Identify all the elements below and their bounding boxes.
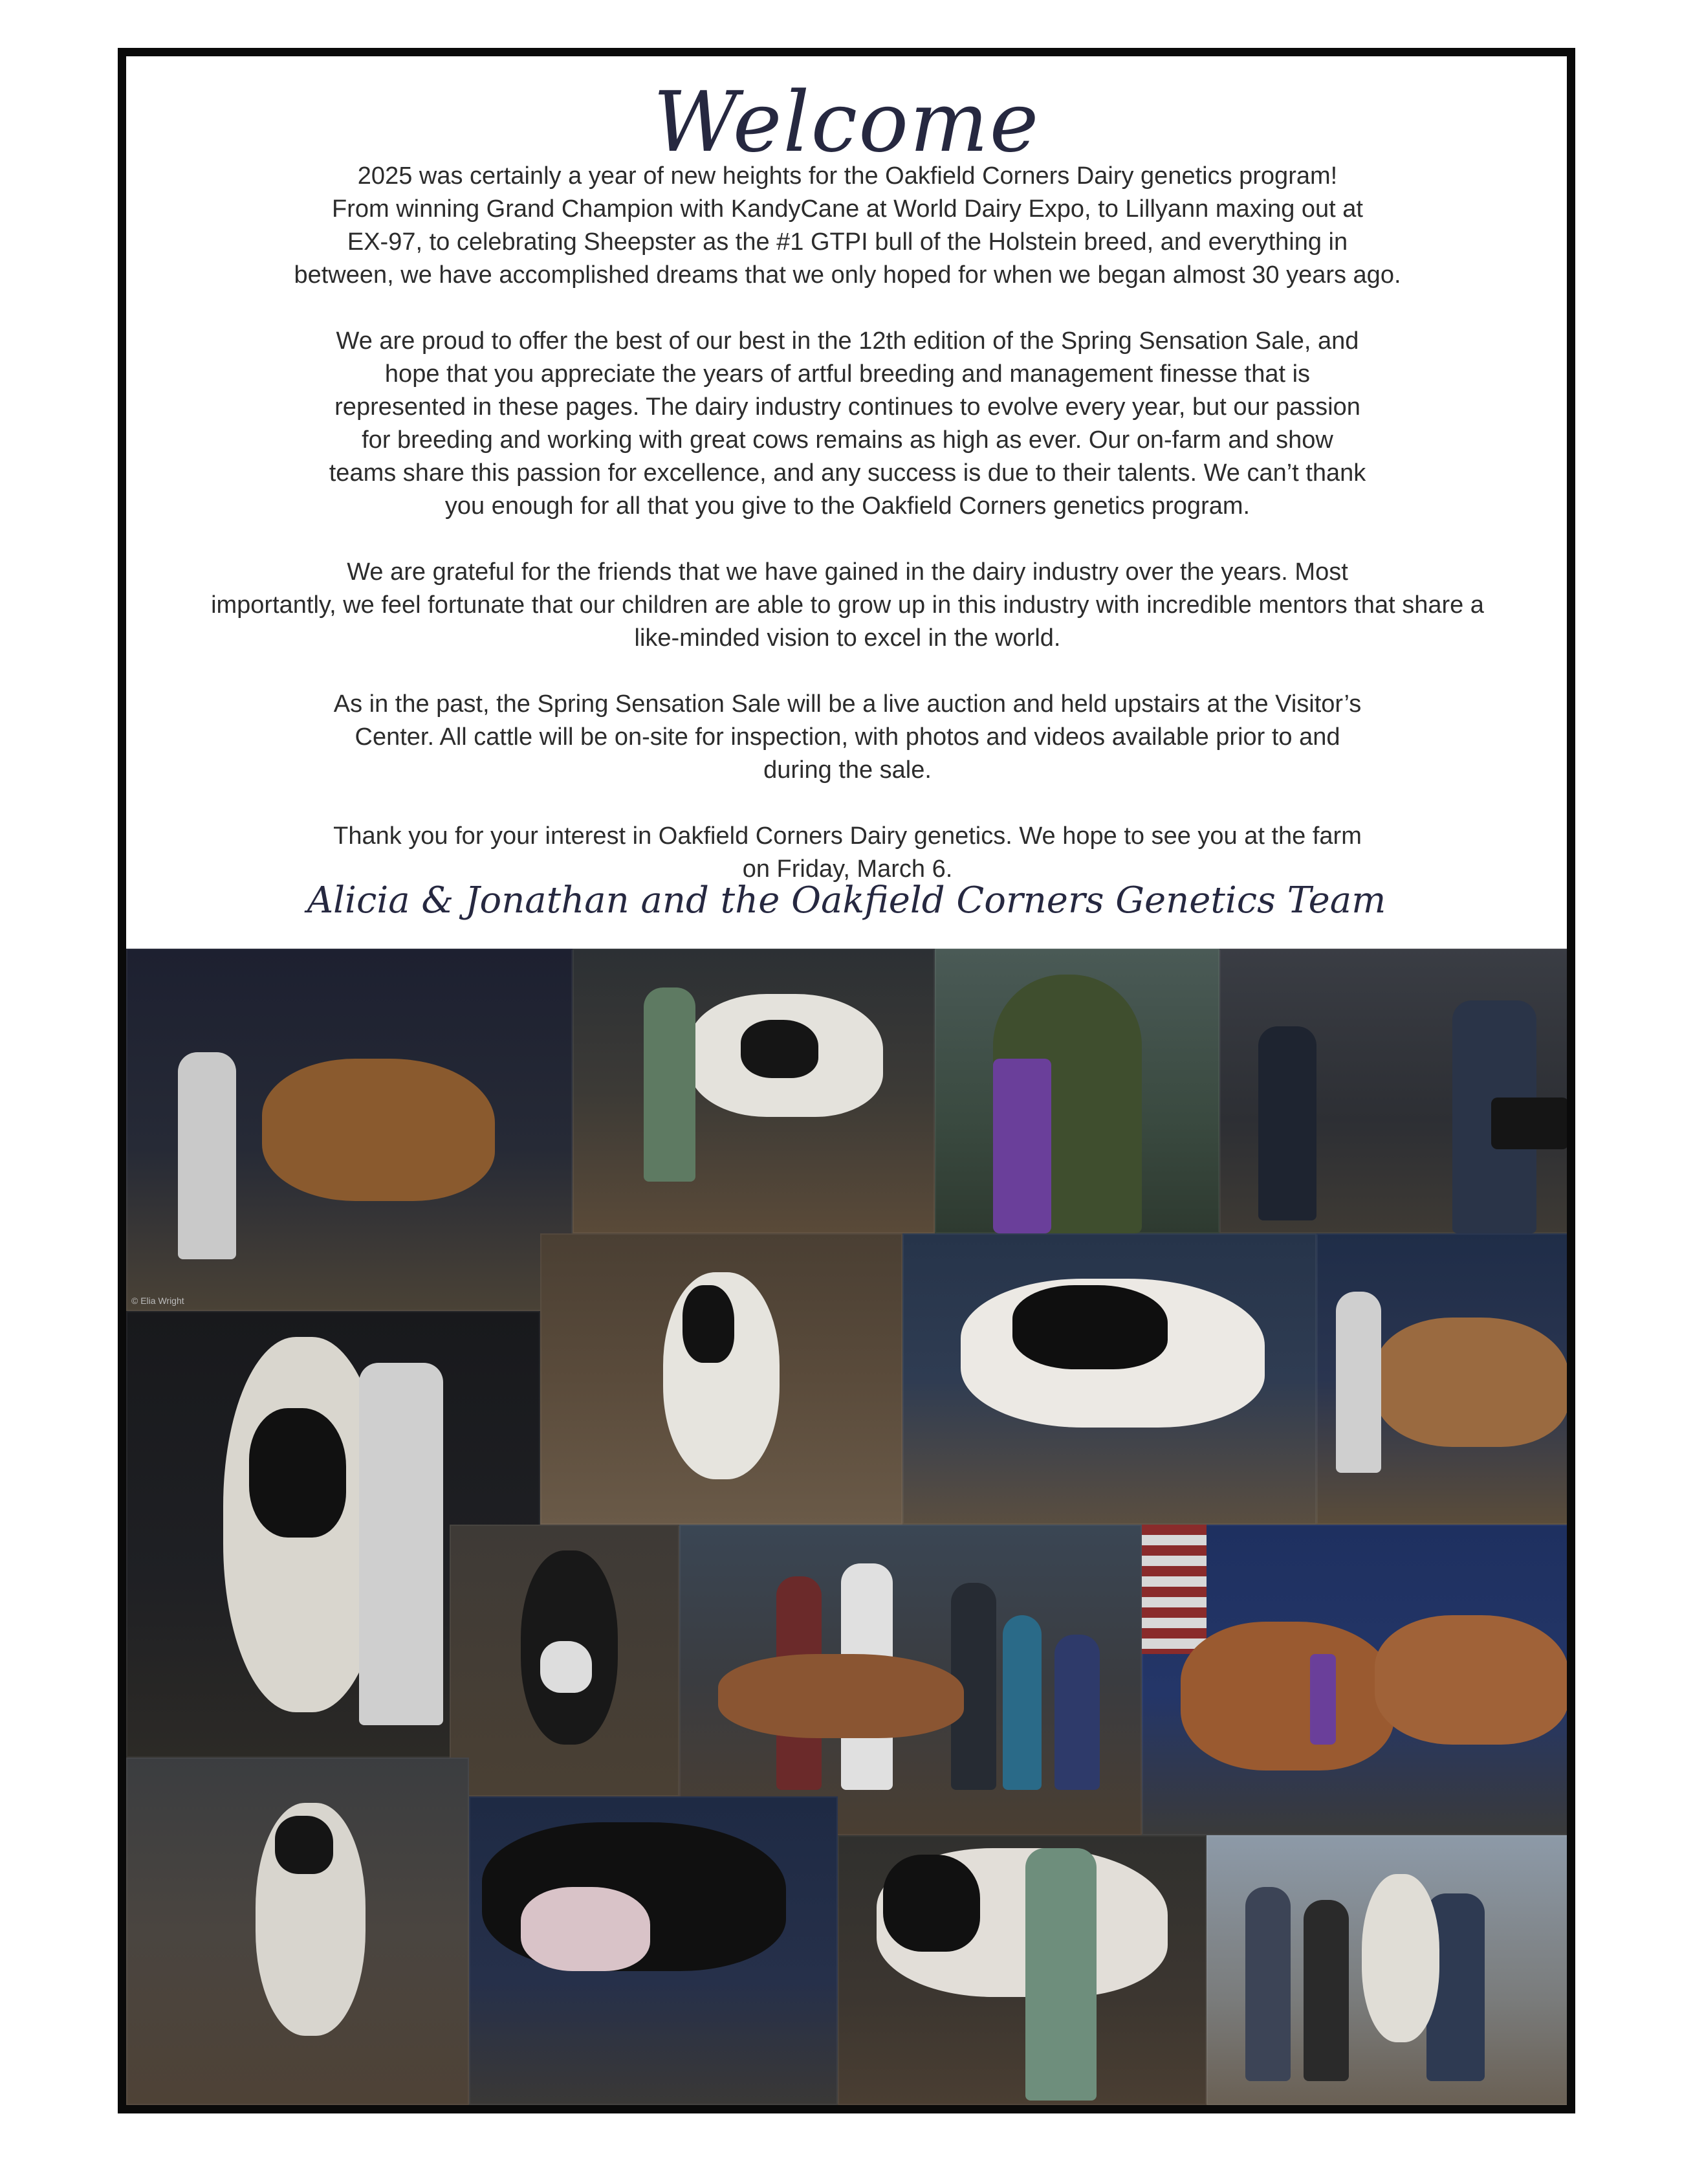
cow-spot bbox=[883, 1855, 980, 1952]
text-line: hope that you appreciate the years of artful breeding and management finesse that is bbox=[384, 360, 1311, 388]
photo-holstein-barn-front bbox=[540, 1233, 902, 1525]
text-line: We are proud to offer the best of our best in the 12th edition of the Spring Sensation Sale, and bbox=[336, 327, 1359, 355]
text-line: Center. All cattle will be on-site for inspection, with photos and videos available prior to and bbox=[355, 723, 1340, 751]
text-line: on Friday, March 6. bbox=[742, 855, 953, 883]
handler-shape bbox=[359, 1363, 443, 1725]
handler-shape bbox=[644, 987, 695, 1182]
handler-shape bbox=[1025, 1848, 1097, 2101]
cow-shape bbox=[262, 1059, 495, 1201]
photo-red-white-cow-show bbox=[126, 949, 573, 1311]
calf-shape bbox=[718, 1654, 964, 1738]
cow-spot bbox=[521, 1887, 650, 1971]
photo-holstein-side-blue bbox=[902, 1233, 1316, 1525]
text-line: EX-97, to celebrating Sheepster as the #1 GTPI bull of the Holstein breed, and everything in bbox=[347, 228, 1348, 256]
photo-holstein-barn-rear bbox=[126, 1758, 469, 2105]
text-line: We are grateful for the friends that we have gained in the dairy industry over the years. Most bbox=[347, 558, 1348, 586]
text-line: importantly, we feel fortunate that our children are able to grow up in this industry with incredible mentors that share a bbox=[211, 591, 1484, 619]
letter-body bbox=[171, 160, 1524, 919]
handler-shape bbox=[178, 1052, 236, 1259]
text-line: 2025 was certainly a year of new heights for the Oakfield Corners Dairy genetics program! bbox=[357, 162, 1338, 190]
photo-team-carrying-tubs bbox=[1219, 949, 1567, 1233]
handler-shape bbox=[1336, 1292, 1381, 1473]
cow-spot bbox=[1012, 1285, 1168, 1369]
paragraph-4 bbox=[171, 688, 1524, 787]
photo-holstein-rear bbox=[450, 1525, 679, 1796]
photo-credit: © Elia Wright bbox=[131, 1296, 184, 1306]
photo-red-white-line-up bbox=[1316, 1233, 1567, 1525]
text-line: for breeding and working with great cows remains as high as ever. Our on-farm and show bbox=[362, 426, 1333, 454]
person-shape bbox=[1258, 1026, 1316, 1220]
person-shape bbox=[1054, 1635, 1100, 1790]
cow-shape bbox=[1362, 1874, 1439, 2042]
person-shape bbox=[1003, 1615, 1042, 1790]
cow-spot bbox=[540, 1641, 592, 1693]
cow-shape bbox=[1375, 1615, 1567, 1745]
text-line: Thank you for your interest in Oakfield Corners Dairy genetics. We hope to see you at the farm bbox=[333, 822, 1362, 850]
paragraph-5 bbox=[171, 820, 1524, 886]
paragraph-2 bbox=[171, 325, 1524, 523]
welcome-title: Welcome bbox=[653, 74, 1040, 171]
person-shape bbox=[1245, 1887, 1291, 2081]
cow-spot bbox=[275, 1816, 333, 1874]
photo-holstein-handler-green bbox=[838, 1835, 1207, 2105]
photo-boy-ribbon bbox=[935, 949, 1219, 1233]
cow-shape bbox=[1375, 1318, 1567, 1447]
tub-shape bbox=[1491, 1098, 1567, 1149]
photo-holstein-arena bbox=[573, 949, 935, 1233]
welcome-letter bbox=[126, 56, 1567, 949]
text-line: As in the past, the Spring Sensation Sale will be a live auction and held upstairs at the Visitor’s bbox=[333, 690, 1362, 718]
page-frame bbox=[118, 48, 1575, 2113]
person-shape bbox=[1304, 1900, 1349, 2081]
photo-collage bbox=[126, 949, 1567, 2105]
photo-outdoor-show-group bbox=[1207, 1835, 1567, 2105]
ribbon-shape bbox=[1310, 1654, 1336, 1745]
cow-spot bbox=[741, 1020, 818, 1078]
cow-shape bbox=[1181, 1622, 1394, 1770]
paragraph-3 bbox=[171, 556, 1524, 655]
ribbon-shape bbox=[993, 1059, 1051, 1233]
photo-red-white-winners bbox=[1142, 1525, 1567, 1835]
text-line: you enough for all that you give to the Oakfield Corners genetics program. bbox=[444, 492, 1251, 520]
photo-youth-group-calves bbox=[679, 1525, 1142, 1835]
photo-holstein-side-pink-udder bbox=[469, 1796, 838, 2105]
text-line: between, we have accomplished dreams that we only hoped for when we began almost 30 years ago. bbox=[294, 261, 1401, 289]
text-line: represented in these pages. The dairy industry continues to evolve every year, but our passion bbox=[334, 393, 1360, 421]
cow-spot bbox=[683, 1285, 734, 1363]
cow-spot bbox=[249, 1408, 346, 1538]
flag-shape bbox=[1142, 1525, 1207, 1654]
paragraph-1 bbox=[171, 160, 1524, 292]
text-line: teams share this passion for excellence, and any success is due to their talents. We can’t thank bbox=[329, 459, 1366, 487]
text-line: during the sale. bbox=[763, 756, 932, 784]
text-line: like-minded vision to excel in the world. bbox=[634, 624, 1061, 652]
text-line: From winning Grand Champion with KandyCane at World Dairy Expo, to Lillyann maxing out at bbox=[332, 195, 1363, 223]
signature: Alicia & Jonathan and the Oakfield Corners Genetics Team bbox=[307, 879, 1386, 921]
